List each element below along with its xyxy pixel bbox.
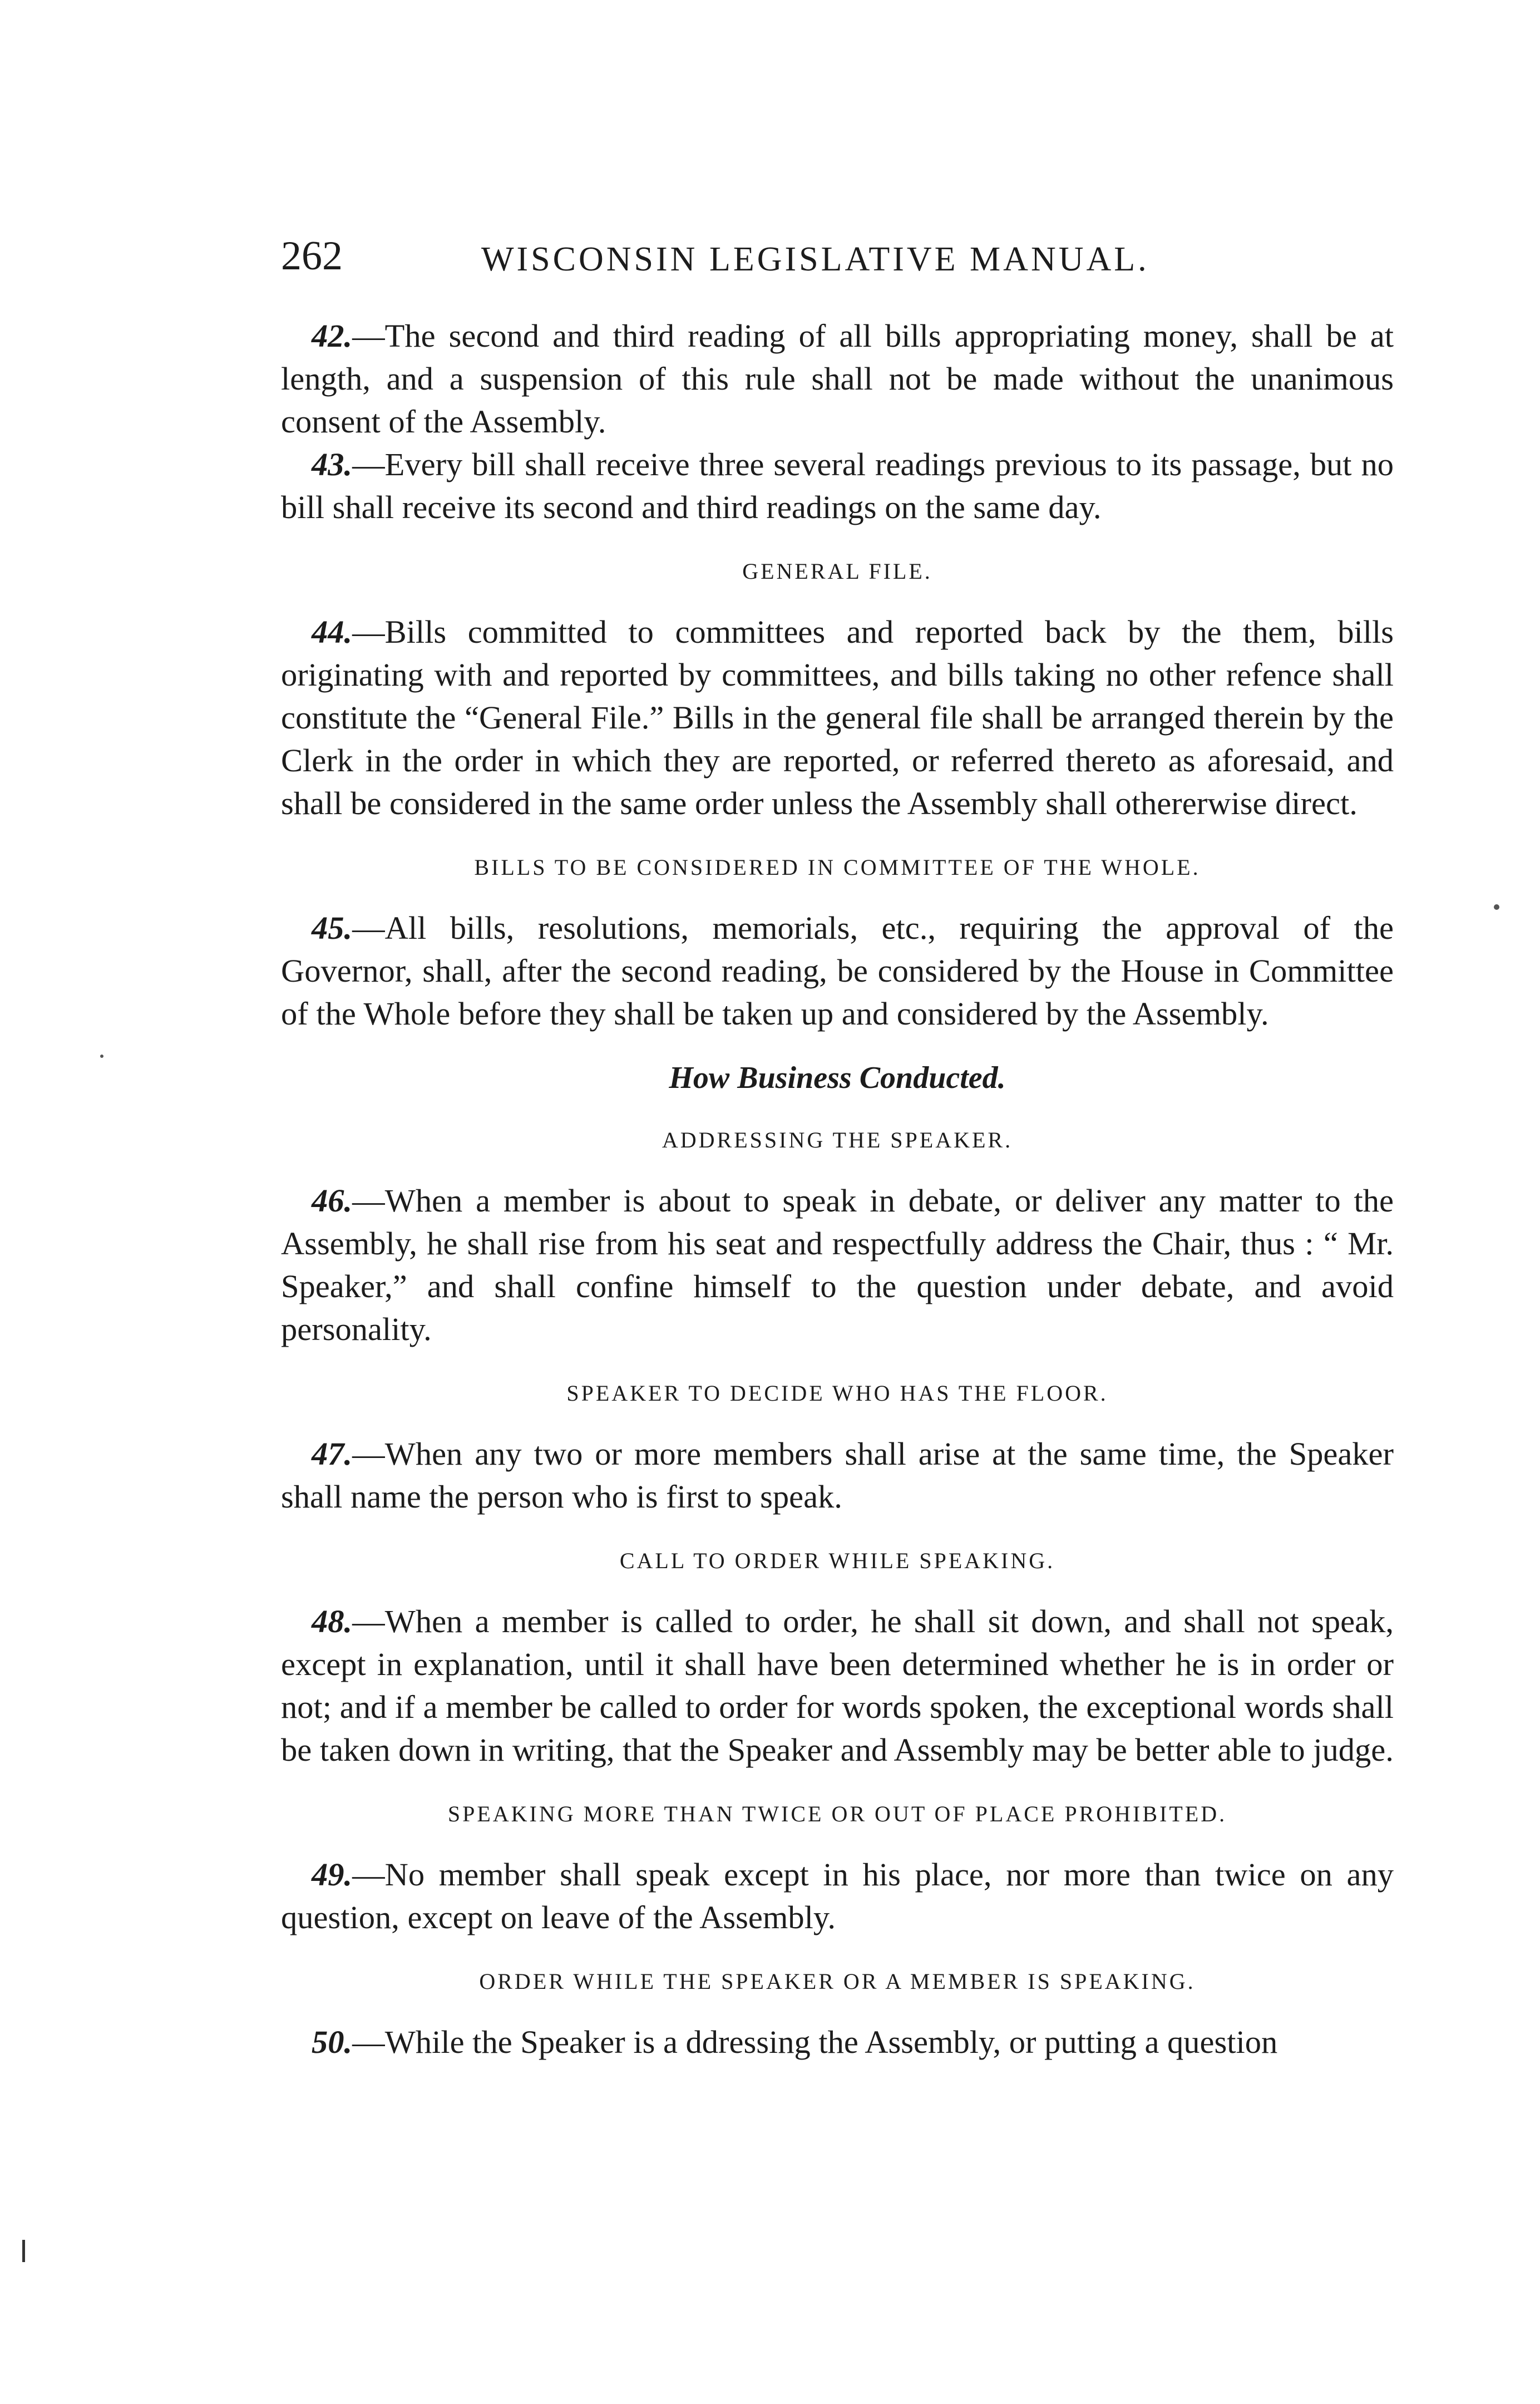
running-title: WISCONSIN LEGISLATIVE MANUAL. <box>481 240 1149 278</box>
rule-47 <box>281 1432 1394 1518</box>
scan-speck <box>100 1055 103 1058</box>
rule-number: 49. <box>312 1856 353 1893</box>
scan-speck <box>1494 904 1499 910</box>
rule-45 <box>281 907 1394 1035</box>
rule-text: —When any two or more members shall arise at the same time, the Speaker shall name the person who is first to speak. <box>281 1436 1394 1515</box>
rule-text: —Every bill shall receive three several readings previous to its passage, but no bill shall receive its second and third readings on the same day. <box>281 446 1394 525</box>
section-heading-call-to-order: CALL TO ORDER WHILE SPEAKING. <box>619 1548 1055 1573</box>
section-heading-committee-of-whole: BILLS TO BE CONSIDERED IN COMMITTEE OF THE WHOLE. <box>474 855 1201 880</box>
section-heading-speaking-more-than-twice: SPEAKING MORE THAN TWICE OR OUT OF PLACE PROHIBITED. <box>447 1801 1227 1826</box>
rule-text: —When a member is called to order, he shall sit down, and shall not speak, except in explanation, until it shall have been determined whether he is in order or not; and if a member be called to order for words spoken, the exceptional words shall be taken down in writing, that the Speaker and Assembly may be better able to judge. <box>281 1603 1394 1768</box>
rule-text: —All bills, resolutions, memorials, etc., requiring the approval of the Governor, shall, after the second reading, be considered by the House in Committee of the Whole before they shall be taken up and considered by the Assembly. <box>281 910 1394 1032</box>
scan-mark <box>22 2240 25 2262</box>
rule-number: 50. <box>312 2024 353 2060</box>
page-number: 262 <box>281 233 343 279</box>
rule-number: 46. <box>312 1183 353 1219</box>
section-heading-speaker-decides-floor: SPEAKER TO DECIDE WHO HAS THE FLOOR. <box>566 1381 1108 1406</box>
rule-text: —While the Speaker is a ddressing the Assembly, or putting a question <box>352 2024 1278 2060</box>
rule-44 <box>281 610 1394 825</box>
rule-number: 48. <box>312 1603 353 1639</box>
rule-text: —No member shall speak except in his place, nor more than twice on any question, except on leave of the Assembly. <box>281 1856 1394 1935</box>
body-text <box>281 314 1394 2063</box>
section-heading-general-file: GENERAL FILE. <box>742 559 932 584</box>
rule-number: 44. <box>312 614 353 650</box>
section-subtitle-how-business-conducted: How Business Conducted. <box>669 1061 1006 1095</box>
rule-42 <box>281 314 1394 443</box>
section-heading-order-while-speaking: ORDER WHILE THE SPEAKER OR A MEMBER IS SPEAKING. <box>479 1969 1196 1994</box>
rule-43 <box>281 443 1394 529</box>
rule-text: —Bills committed to committees and reported back by the them, bills originating with and reported by committees, and bills taking no other refence shall constitute the “General File.” Bills in the general file shall be arranged therein by the Clerk in the order in which they are reported, or referred thereto as aforesaid, and shall be considered in the same order unless the Assembly shall othererwise direct. <box>281 614 1394 821</box>
rule-text: —The second and third reading of all bills appropriating money, shall be at length, and a suspension of this rule shall not be made without the unanimous consent of the Assembly. <box>281 318 1394 440</box>
rule-48 <box>281 1600 1394 1771</box>
rule-number: 47. <box>312 1436 353 1472</box>
page-header <box>281 228 1394 289</box>
rule-46 <box>281 1179 1394 1351</box>
rule-49 <box>281 1853 1394 1939</box>
rule-number: 43. <box>312 446 353 482</box>
rule-50 <box>281 2021 1394 2063</box>
rule-text: —When a member is about to speak in debate, or deliver any matter to the Assembly, he shall rise from his seat and respectfully address the Chair, thus : “ Mr. Speaker,” and shall confine himself to the question under debate, and avoid personality. <box>281 1183 1394 1347</box>
rule-number: 42. <box>312 318 353 354</box>
rule-number: 45. <box>312 910 353 946</box>
section-heading-addressing-speaker: ADDRESSING THE SPEAKER. <box>662 1127 1013 1152</box>
